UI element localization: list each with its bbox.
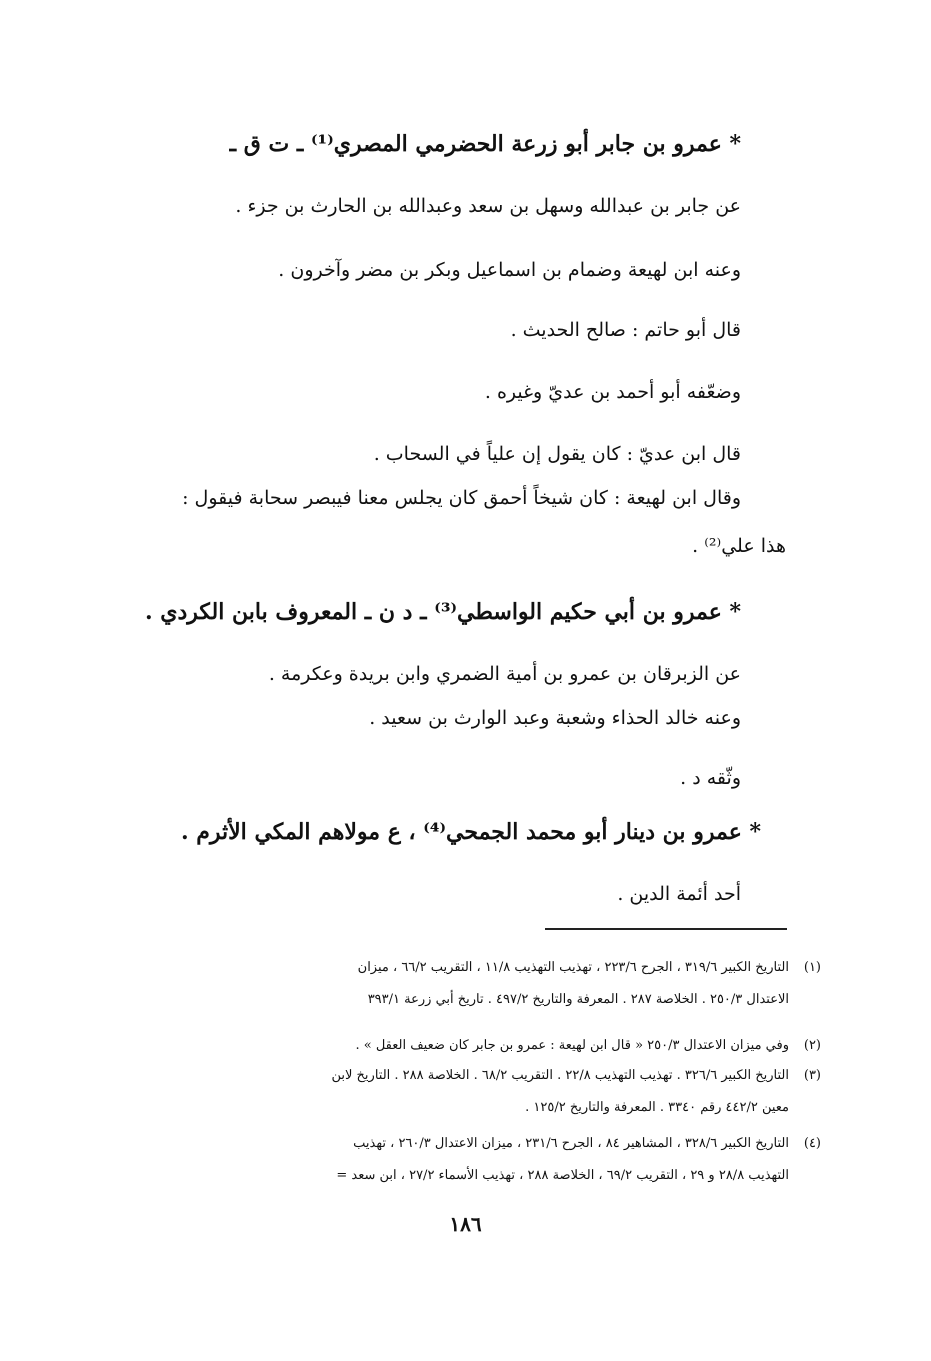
footnote-text: الاعتدال ٢٥٠/٣ . الخلاصة ٢٨٧ . المعرفة والتاريخ ٤٩٧/٢ . تاريخ أبي زرعة ٣٩٣/١ bbox=[367, 992, 789, 1007]
footnote-number: (١) bbox=[803, 960, 821, 975]
footnote-text: التاريخ الكبير ٣١٩/٦ ، الجرح ٢٢٣/٦ ، تهذيب التهذيب ١١/٨ ، التقريب ٦٦/٢ ، ميزان bbox=[357, 960, 789, 975]
entry-line: هذا علي⁽²⁾ . bbox=[692, 535, 786, 557]
footnote-number: (٢) bbox=[803, 1038, 821, 1053]
footnote-text: التاريخ الكبير ٣٢٦/٦ . تهذيب التهذيب ٢٢/٨ . التقريب ٦٨/٢ . الخلاصة ٢٨٨ . التاريخ لابن bbox=[331, 1068, 789, 1083]
footnote-text: معين ٤٤٢/٢ رقم ٣٣٤٠ . المعرفة والتاريخ ١٢٥/٢ . bbox=[525, 1100, 789, 1115]
entry-heading-amr-ibn-abi-hakim: * عمرو بن أبي حكيم الواسطي⁽³⁾ ـ د ن ـ المعروف بابن الكردي . bbox=[144, 599, 741, 625]
entry-line: وثّقه د . bbox=[680, 767, 741, 789]
footnote-text: التهذيب ٢٨/٨ و ٢٩ ، التقريب ٦٩/٢ ، الخلاصة ٢٨٨ ، تهذيب الأسماء ٢٧/٢ ، ابن سعد = bbox=[336, 1168, 789, 1183]
entry-heading-amr-ibn-dinar: * عمرو بن دينار أبو محمد الجمحي⁽⁴⁾ ، ع مولاهم المكي الأثرم . bbox=[180, 819, 761, 845]
entry-heading-amr-ibn-jabir: * عمرو بن جابر أبو زرعة الحضرمي المصري⁽¹⁾ ـ ت ق ـ bbox=[229, 131, 741, 157]
entry-line: قال أبو حاتم : صالح الحديث . bbox=[510, 319, 741, 341]
entry-line: وعنه ابن لهيعة وضمام بن اسماعيل وبكر بن مضر وآخرون . bbox=[278, 259, 741, 281]
footnote-text: وفي ميزان الاعتدال ٢٥٠/٣ « قال ابن لهيعة : عمرو بن جابر كان ضعيف العقل » . bbox=[355, 1038, 789, 1053]
footnote-separator bbox=[545, 928, 787, 930]
entry-line: وقال ابن لهيعة : كان شيخاً أحمق كان يجلس معنا فيبصر سحابة فيقول : bbox=[182, 487, 741, 509]
footnote-number: (٤) bbox=[803, 1136, 821, 1151]
footnote-number: (٣) bbox=[803, 1068, 821, 1083]
footnote-text: التاريخ الكبير ٣٢٨/٦ ، المشاهير ٨٤ ، الجرح ٢٣١/٦ ، ميزان الاعتدال ٢٦٠/٣ ، تهذيب bbox=[353, 1136, 789, 1151]
page-number: ١٨٦ bbox=[449, 1212, 482, 1236]
entry-line: أحد أئمة الدين . bbox=[617, 883, 741, 905]
entry-line: عن الزبرقان بن عمرو بن أمية الضمري وابن بريدة وعكرمة . bbox=[268, 663, 741, 685]
entry-line: وضعّفه أبو أحمد بن عديّ وغيره . bbox=[484, 381, 741, 403]
entry-line: قال ابن عديّ : كان يقول إن علياً في السحاب . bbox=[373, 443, 741, 465]
entry-line: عن جابر بن عبدالله وسهل بن سعد وعبدالله بن الحارث بن جزء . bbox=[235, 195, 741, 217]
entry-line: وعنه خالد الحذاء وشعبة وعبد الوارث بن سعيد . bbox=[369, 707, 741, 729]
